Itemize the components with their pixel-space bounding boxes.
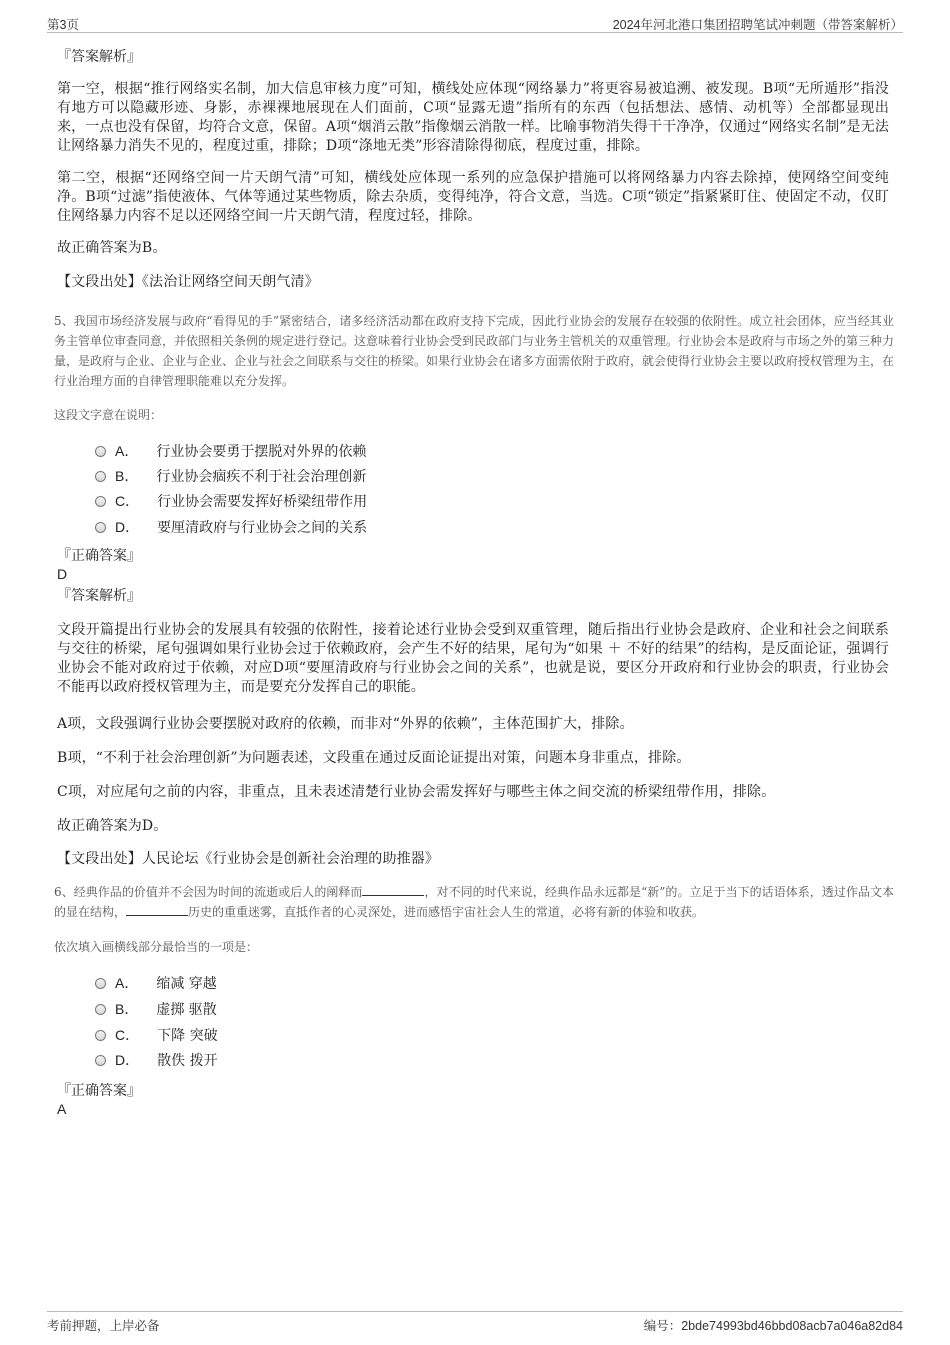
answer-value: A bbox=[57, 1101, 67, 1117]
radio-icon[interactable] bbox=[95, 1030, 106, 1041]
radio-icon[interactable] bbox=[95, 1055, 106, 1066]
analysis-option-b: B项，“不利于社会治理创新”为问题表述，文段重在通过反面论证提出对策，问题本身非重点，排除。 bbox=[57, 750, 691, 766]
radio-icon[interactable] bbox=[95, 978, 106, 989]
question-5-option-d[interactable]: D． 要厘清政府与行业协会之间的关系 bbox=[95, 517, 367, 537]
radio-icon[interactable] bbox=[95, 471, 106, 482]
page-header bbox=[47, 14, 903, 33]
question-6-option-a[interactable]: A． 缩减 穿越 bbox=[95, 973, 217, 993]
question-5-option-a[interactable]: A． 行业协会要勇于摆脱对外界的依赖 bbox=[95, 441, 366, 461]
analysis-label: 『答案解析』 bbox=[57, 49, 141, 65]
fill-blank-2 bbox=[126, 903, 188, 916]
fill-blank-1 bbox=[362, 883, 424, 896]
question-5-prompt: 这段文字意在说明： bbox=[54, 408, 163, 422]
answer-label: 『正确答案』 bbox=[57, 1083, 141, 1099]
radio-icon[interactable] bbox=[95, 446, 106, 457]
page-number: 第3页 bbox=[47, 18, 79, 32]
question-6-stem: 6、经典作品的价值并不会因为时间的流逝或后人的阐释而 ，对不同的时代来说，经典作品永远都是“新”的。立足于当下的话语体系，透过作品文本的显在结构， 历史的重重迷雾，直抵作者的心灵深处，进而感悟宇宙社会人生的常道，必将有新的体验和收获。 bbox=[54, 885, 895, 919]
question-6-option-d[interactable]: D． 散佚 拨开 bbox=[95, 1050, 218, 1070]
conclusion-text: 故正确答案为B。 bbox=[57, 240, 167, 256]
question-6-prompt: 依次填入画横线部分最恰当的一项是： bbox=[54, 940, 259, 954]
analysis-option-a: A项，文段强调行业协会要摆脱对政府的依赖，而非对“外界的依赖”，主体范围扩大，排除。 bbox=[57, 716, 634, 732]
answer-value: D bbox=[57, 566, 68, 582]
footer-slogan: 考前押题，上岸必备 bbox=[47, 1319, 160, 1333]
radio-icon[interactable] bbox=[95, 496, 106, 507]
question-5-option-c[interactable]: C． 行业协会需要发挥好桥梁纽带作用 bbox=[95, 491, 367, 511]
question-5-option-b[interactable]: B． 行业协会痼疾不利于社会治理创新 bbox=[95, 466, 366, 486]
analysis-paragraph-1: 第一空，根据“推行网络实名制，加大信息审核力度”可知，横线处应体现“网络暴力”将更容易被追溯、被发现。B项“无所遁形”指没有地方可以隐藏形迹、身影，赤裸裸地展现在人们面前，C项“显露无遗”指所有的东西（包括想法、感情、动机等）全部都显现出来，一点也没有保留，均符合文意，保留。A项“烟消云散”指像烟云消散一样。比喻事物消失得干干净净，仅通过“网络实名制”是无法让网络暴力消失不见的，程度过重，排除；D项“涤地无类”形容清除得彻底，程度过重，排除。 bbox=[57, 81, 889, 154]
question-6-option-c[interactable]: C． 下降 突破 bbox=[95, 1025, 218, 1045]
source-citation: 【文段出处】《法治让网络空间天朗气清》 bbox=[57, 274, 319, 290]
radio-icon[interactable] bbox=[95, 522, 106, 533]
question-5-stem: 5、我国市场经济发展与政府“看得见的手”紧密结合，诸多经济活动都在政府支持下完成，因此行业协会的发展存在较强的依附性。成立社会团体，应当经其业务主管单位审查同意，并依照相关条例的规定进行登记。这意味着行业协会受到民政部门与业务主管机关的双重管理。行业协会本是政府与市场之外的第三种力量，是政府与企业、企业与企业、企业与社会之间联系与交往的桥梁。如果行业协会在诸多方面需依附于政府，就会使得行业协会主要以政府授权管理为主，在行业治理方面的自律管理职能难以充分发挥。 bbox=[54, 314, 895, 388]
conclusion-text: 故正确答案为D。 bbox=[57, 818, 168, 834]
radio-icon[interactable] bbox=[95, 1004, 106, 1015]
footer-code: 编号：2bde74993bd46bbd08acb7a046a82d84 bbox=[643, 1319, 903, 1333]
analysis-option-c: C项，对应尾句之前的内容，非重点，且未表述清楚行业协会需发挥好与哪些主体之间交流的桥梁纽带作用，排除。 bbox=[57, 784, 776, 800]
question-6-option-b[interactable]: B． 虚掷 驱散 bbox=[95, 999, 217, 1019]
page-footer bbox=[47, 1311, 903, 1334]
answer-label: 『正确答案』 bbox=[57, 548, 141, 564]
analysis-paragraph-2: 第二空，根据“还网络空间一片天朗气清”可知，横线处应体现一系列的应急保护措施可以将网络暴力内容去除掉，使网络空间变纯净。B项“过滤”指使液体、气体等通过某些物质，除去杂质，变得纯净，符合文意，当选。C项“锁定”指紧紧盯住、使固定不动，仅盯住网络暴力内容不足以还网络空间一片天朗气清，程度过轻，排除。 bbox=[57, 170, 889, 224]
document-title: 2024年河北港口集团招聘笔试冲刺题（带答案解析） bbox=[612, 18, 903, 32]
analysis-paragraph-1: 文段开篇提出行业协会的发展具有较强的依附性，接着论述行业协会受到双重管理，随后指出行业协会是政府、企业和社会之间联系与交往的桥梁，尾句强调如果行业协会过于依赖政府，会产生不好的结果，尾句为“如果 ＋ 不好的结果”的结构，是反面论证，强调行业协会不能对政府过于依赖，对应D项“要厘清政府与行业协会之间的关系”，也就是说，要区分开政府和行业协会的职责，行业协会不能再以政府授权管理为主，而是要充分发挥自己的职能。 bbox=[57, 622, 889, 695]
analysis-label: 『答案解析』 bbox=[57, 588, 141, 604]
source-citation: 【文段出处】人民论坛《行业协会是创新社会治理的助推器》 bbox=[57, 851, 440, 867]
